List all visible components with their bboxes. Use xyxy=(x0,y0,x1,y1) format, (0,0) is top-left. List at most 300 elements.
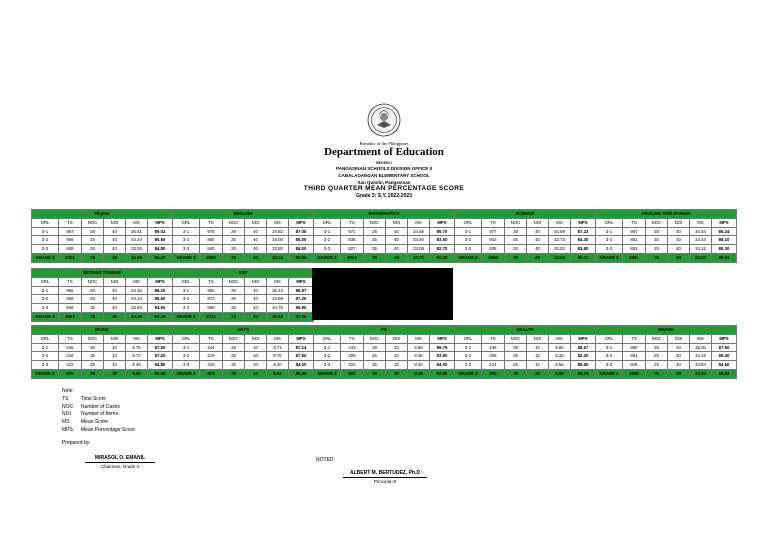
table-cell: GRADE 3 xyxy=(173,312,200,321)
table-cell: 84.30 xyxy=(571,236,596,245)
column-header: TS xyxy=(482,218,505,227)
column-header: TS xyxy=(200,334,223,343)
table-row xyxy=(32,343,173,352)
table-cell: 8.56 xyxy=(549,361,571,370)
table-row xyxy=(455,352,596,361)
column-header: MS xyxy=(267,218,289,227)
approver-position: Principal III xyxy=(373,478,397,484)
table-cell: 25 xyxy=(223,304,245,313)
table-cell: 78 xyxy=(223,312,245,321)
table-cell: 34.46 xyxy=(126,286,148,295)
table-cell: 85.35 xyxy=(289,253,314,262)
table-cell: 10 xyxy=(104,361,126,370)
table-cell: GRADE 3 xyxy=(173,253,200,262)
column-header: MPS xyxy=(712,334,737,343)
table-cell: 673 xyxy=(200,369,223,378)
table-cell: 86.70 xyxy=(430,227,455,236)
table-cell: 28 xyxy=(82,343,104,352)
table-row xyxy=(173,227,314,236)
subject-title: PE xyxy=(314,326,455,335)
column-header: MPS xyxy=(148,334,173,343)
table-cell: 87.05 xyxy=(289,227,314,236)
column-header: MPS xyxy=(571,218,596,227)
table-cell: 85.60 xyxy=(148,295,173,304)
header-row xyxy=(32,218,173,227)
table-cell: 40 xyxy=(245,253,267,262)
column-header: GRL xyxy=(314,218,341,227)
table-cell: 83.20 xyxy=(571,352,596,361)
table-cell: 2658 xyxy=(482,253,505,262)
legend-item: MPS Mean Percentage Score xyxy=(62,426,135,433)
column-header: TS xyxy=(200,218,223,227)
table-row xyxy=(314,227,455,236)
table-cell: 3-2 xyxy=(596,236,623,245)
table-cell: 25 xyxy=(82,245,104,254)
subject-title: MUSIC xyxy=(32,326,173,335)
subject-table-arts xyxy=(172,325,314,379)
table-cell: 3-2 xyxy=(314,352,341,361)
column-header: NOI xyxy=(245,218,267,227)
column-header: NOC xyxy=(82,334,104,343)
table-cell: 40 xyxy=(245,245,267,254)
column-header: GRL xyxy=(455,334,482,343)
table-cell: 83.80 xyxy=(571,245,596,254)
table-cell: 25 xyxy=(82,295,104,304)
table-cell: 85.00 xyxy=(289,236,314,245)
column-header: MS xyxy=(126,277,148,286)
table-cell: 8.71 xyxy=(267,343,289,352)
column-header: TS xyxy=(341,218,364,227)
table-cell: 8.40 xyxy=(408,361,430,370)
table-row xyxy=(32,304,173,313)
table-cell: 40 xyxy=(245,227,267,236)
table-cell: 40 xyxy=(386,236,408,245)
table-cell: 40 xyxy=(527,253,549,262)
table-cell: 853 xyxy=(623,245,646,254)
table-cell: 40 xyxy=(104,227,126,236)
subject-table-araling-panlipunan xyxy=(595,209,737,263)
table-cell: 854 xyxy=(623,352,646,361)
header-row xyxy=(32,334,173,343)
subject-table-pe xyxy=(313,325,455,379)
table-cell: 856 xyxy=(59,295,82,304)
table-cell: GRADE 3 xyxy=(32,369,59,378)
column-header: NOI xyxy=(668,334,690,343)
table-cell: 85.83 xyxy=(712,369,737,378)
column-header: MPS xyxy=(148,218,173,227)
header-row xyxy=(314,218,455,227)
column-header: MPS xyxy=(289,218,314,227)
table-cell: 33.52 xyxy=(549,245,571,254)
subject-title: MATHEMATICS xyxy=(314,210,455,219)
table-cell: 25 xyxy=(223,352,245,361)
table-cell: 86.50 xyxy=(148,369,173,378)
table-cell: 34.68 xyxy=(408,227,430,236)
table-cell: 85.30 xyxy=(712,245,737,254)
table-cell: 40 xyxy=(668,361,690,370)
column-header: MS xyxy=(549,334,571,343)
table-cell: 3-3 xyxy=(455,361,482,370)
column-header: NOI xyxy=(245,334,267,343)
table-cell: 28 xyxy=(364,343,386,352)
table-cell: 8.48 xyxy=(126,361,148,370)
table-cell: 3-2 xyxy=(173,236,200,245)
table-cell: 840 xyxy=(200,245,223,254)
table-cell: 3-3 xyxy=(596,361,623,370)
column-header: MS xyxy=(126,218,148,227)
table-cell: 25 xyxy=(364,236,386,245)
column-header: MS xyxy=(549,218,571,227)
table-cell: 25 xyxy=(82,236,104,245)
table-cell: 245 xyxy=(59,343,82,352)
report-subtitle: Grade 3; S.Y. 2022-2023 xyxy=(356,193,412,199)
table-cell: 33.08 xyxy=(408,245,430,254)
table-cell: 33.72 xyxy=(549,236,571,245)
table-cell: 8.68 xyxy=(408,343,430,352)
table-cell: 971 xyxy=(341,227,364,236)
table-cell: 210 xyxy=(341,361,364,370)
column-header: GRL xyxy=(173,334,200,343)
column-header: TS xyxy=(341,334,364,343)
table-cell: 85.60 xyxy=(148,236,173,245)
column-header: TS xyxy=(623,334,646,343)
table-row xyxy=(314,361,455,370)
table-row xyxy=(32,227,173,236)
table-cell: 248 xyxy=(482,343,505,352)
table-cell: 25 xyxy=(82,304,104,313)
table-row xyxy=(455,343,596,352)
table-cell: 835 xyxy=(341,236,364,245)
table-cell: 662 xyxy=(341,369,364,378)
table-cell: 34.16 xyxy=(690,352,712,361)
column-header: NOI xyxy=(386,334,408,343)
table-cell: 85.91 xyxy=(712,253,737,262)
column-header: NOI xyxy=(386,218,408,227)
table-cell: 3-3 xyxy=(596,245,623,254)
table-cell: 86.90 xyxy=(289,304,314,313)
table-cell: 40 xyxy=(104,312,126,321)
table-cell: 78 xyxy=(505,369,527,378)
table-cell: 843 xyxy=(482,236,505,245)
table-cell: 3-2 xyxy=(32,295,59,304)
column-header: GRL xyxy=(173,218,200,227)
column-header: NOC xyxy=(223,218,245,227)
approver-signature-block xyxy=(343,470,427,484)
table-cell: 40 xyxy=(245,236,267,245)
column-header: NOI xyxy=(527,218,549,227)
table-cell: GRADE 3 xyxy=(173,369,200,378)
table-cell: 25 xyxy=(646,236,668,245)
column-header: NOI xyxy=(104,334,126,343)
header-row xyxy=(596,218,737,227)
table-cell: 82.70 xyxy=(430,245,455,254)
table-cell: 25 xyxy=(646,245,668,254)
noted-label: NOTED: xyxy=(316,457,335,463)
table-cell: 78 xyxy=(82,253,104,262)
table-cell: 244 xyxy=(200,343,223,352)
table-cell: 86.34 xyxy=(712,227,737,236)
column-header: GRL xyxy=(32,334,59,343)
header-row xyxy=(32,277,173,286)
table-cell: 85.79 xyxy=(571,369,596,378)
table-cell: 34.37 xyxy=(690,253,712,262)
table-row xyxy=(173,286,314,295)
subject-table-english xyxy=(172,209,314,263)
table-cell: 28 xyxy=(223,343,245,352)
column-header: GRL xyxy=(596,334,623,343)
table-cell: 3-1 xyxy=(173,286,200,295)
column-header: NOC xyxy=(364,334,386,343)
table-cell: 10 xyxy=(245,352,267,361)
table-cell: 980 xyxy=(623,343,646,352)
region-label: REGION I xyxy=(376,161,392,165)
school-name: CABALAOANGAN ELEMENTARY SCHOOL xyxy=(338,173,430,178)
preparer-position: Chairman, Grade 3 xyxy=(100,463,140,469)
total-row xyxy=(455,369,596,378)
table-cell: 25 xyxy=(223,295,245,304)
table-cell: 33.92 xyxy=(126,245,148,254)
table-cell: 35.02 xyxy=(267,312,289,321)
table-cell: 84.80 xyxy=(148,361,173,370)
table-cell: 2701 xyxy=(59,253,82,262)
table-cell: 88.57 xyxy=(289,286,314,295)
table-cell: 10 xyxy=(104,343,126,352)
column-header: MS xyxy=(408,334,430,343)
table-cell: 992 xyxy=(200,286,223,295)
subject-table-mapeh xyxy=(595,325,737,379)
table-row xyxy=(596,236,737,245)
subject-title: ENGLISH xyxy=(173,210,314,219)
table-cell: 34.16 xyxy=(126,312,148,321)
table-cell: 86.79 xyxy=(430,343,455,352)
subject-table-science xyxy=(454,209,596,263)
table-cell: 78 xyxy=(82,312,104,321)
total-row xyxy=(173,253,314,262)
table-cell: 675 xyxy=(59,369,82,378)
table-row xyxy=(596,245,737,254)
table-row xyxy=(596,227,737,236)
subject-table-music xyxy=(31,325,173,379)
table-cell: 2680 xyxy=(623,369,646,378)
column-header: TS xyxy=(59,277,82,286)
table-cell: 33.60 xyxy=(267,245,289,254)
table-cell: 3-1 xyxy=(32,227,59,236)
subject-title: ESP xyxy=(173,269,314,278)
header-row xyxy=(455,218,596,227)
table-cell: 25 xyxy=(364,245,386,254)
table-cell: 3-3 xyxy=(314,361,341,370)
header-row xyxy=(173,334,314,343)
table-row xyxy=(455,361,596,370)
table-cell: 827 xyxy=(341,245,364,254)
column-header: TS xyxy=(200,277,223,286)
table-cell: GRADE 3 xyxy=(32,312,59,321)
table-cell: 8.86 xyxy=(549,343,571,352)
table-cell: 84.80 xyxy=(148,245,173,254)
table-cell: 25 xyxy=(223,361,245,370)
subject-table-mathematics xyxy=(313,209,455,263)
table-cell: 3-2 xyxy=(455,236,482,245)
table-cell: GRADE 3 xyxy=(32,253,59,262)
table-cell: 210 xyxy=(200,361,223,370)
table-cell: 2733 xyxy=(200,312,223,321)
header-row xyxy=(596,334,737,343)
column-header: MS xyxy=(126,334,148,343)
column-header: GRL xyxy=(314,334,341,343)
table-row xyxy=(173,361,314,370)
table-cell: 3-2 xyxy=(596,352,623,361)
table-cell: 25 xyxy=(223,245,245,254)
table-cell: 10 xyxy=(386,361,408,370)
table-cell: 35.43 xyxy=(267,286,289,295)
table-cell: 40 xyxy=(668,236,690,245)
table-cell: 218 xyxy=(59,352,82,361)
table-cell: 25 xyxy=(505,245,527,254)
table-cell: 10 xyxy=(527,361,549,370)
table-cell: 3-2 xyxy=(173,295,200,304)
table-cell: 84.60 xyxy=(148,304,173,313)
table-row xyxy=(32,286,173,295)
table-cell: 10 xyxy=(527,352,549,361)
column-header: MPS xyxy=(148,277,173,286)
table-cell: 975 xyxy=(200,227,223,236)
department-name: Department of Education xyxy=(324,146,444,158)
table-cell: 28 xyxy=(82,227,104,236)
column-header: MS xyxy=(690,218,712,227)
table-cell: 8.48 xyxy=(408,369,430,378)
column-header: TS xyxy=(59,334,82,343)
table-row xyxy=(455,245,596,254)
table-cell: 10 xyxy=(386,352,408,361)
column-header: NOC xyxy=(82,277,104,286)
approver-name: ALBERT M. BERTUDEZ, Ph.D xyxy=(343,470,427,478)
table-cell: GRADE 3 xyxy=(455,369,482,378)
table-cell: 88.57 xyxy=(571,343,596,352)
column-header: NOI xyxy=(245,277,267,286)
table-cell: 87.50 xyxy=(148,343,173,352)
table-cell: 78 xyxy=(223,369,245,378)
table-cell: GRADE 3 xyxy=(314,253,341,262)
total-row xyxy=(173,369,314,378)
table-cell: 25 xyxy=(505,361,527,370)
table-row xyxy=(314,236,455,245)
table-cell: 957 xyxy=(59,227,82,236)
column-header: TS xyxy=(59,218,82,227)
table-cell: 87.50 xyxy=(712,343,737,352)
table-cell: 34.24 xyxy=(126,295,148,304)
republic-label: Republic of the Philippines xyxy=(359,141,409,146)
table-cell: 219 xyxy=(200,352,223,361)
table-cell: 28 xyxy=(505,227,527,236)
table-cell: 8.72 xyxy=(126,352,148,361)
column-header: MPS xyxy=(289,277,314,286)
total-row xyxy=(32,253,173,262)
table-row xyxy=(32,295,173,304)
table-cell: 34.82 xyxy=(267,227,289,236)
table-cell: 3-1 xyxy=(596,227,623,236)
column-header: NOI xyxy=(668,218,690,227)
table-cell: 40 xyxy=(245,286,267,295)
table-cell: 28 xyxy=(505,343,527,352)
table-cell: 3-1 xyxy=(596,343,623,352)
table-row xyxy=(455,236,596,245)
table-cell: 8.40 xyxy=(267,361,289,370)
table-cell: 40 xyxy=(245,312,267,321)
table-row xyxy=(32,352,173,361)
table-cell: 3-2 xyxy=(32,236,59,245)
table-cell: 3-2 xyxy=(32,352,59,361)
table-row xyxy=(32,236,173,245)
total-row xyxy=(314,369,455,378)
table-row xyxy=(173,343,314,352)
table-cell: 78 xyxy=(82,369,104,378)
table-cell: 87.20 xyxy=(148,352,173,361)
column-header: NOI xyxy=(104,218,126,227)
table-cell: 35.61 xyxy=(126,227,148,236)
table-cell: 3-3 xyxy=(455,245,482,254)
table-cell: 34.04 xyxy=(549,253,571,262)
table-cell: 86.16 xyxy=(148,286,173,295)
table-cell: 40 xyxy=(668,245,690,254)
table-cell: 34.54 xyxy=(690,227,712,236)
table-cell: 40 xyxy=(668,227,690,236)
table-cell: 8.36 xyxy=(408,352,430,361)
preparer-name: MIRASOL O. EMANIL xyxy=(85,455,155,463)
table-cell: 2633 xyxy=(341,253,364,262)
total-row xyxy=(173,312,314,321)
table-cell: 838 xyxy=(482,245,505,254)
table-cell: 8.62 xyxy=(267,369,289,378)
header-row xyxy=(314,334,455,343)
table-cell: 212 xyxy=(59,361,82,370)
subject-table-health xyxy=(454,325,596,379)
table-cell: 34.59 xyxy=(126,253,148,262)
table-cell: 28 xyxy=(223,286,245,295)
column-header: MPS xyxy=(712,218,737,227)
table-cell: 10 xyxy=(245,369,267,378)
subject-title: MAPEH xyxy=(596,326,737,335)
table-cell: 10 xyxy=(386,343,408,352)
table-cell: 40 xyxy=(104,253,126,262)
table-cell: 214 xyxy=(482,361,505,370)
table-cell: 25 xyxy=(505,352,527,361)
table-cell: 40 xyxy=(668,369,690,378)
total-row xyxy=(314,253,455,262)
table-cell: 25 xyxy=(364,361,386,370)
table-cell: 86.10 xyxy=(712,236,737,245)
table-cell: GRADE 3 xyxy=(596,253,623,262)
table-cell: 977 xyxy=(482,227,505,236)
table-cell: 40 xyxy=(527,236,549,245)
table-cell: 3-3 xyxy=(314,245,341,254)
table-cell: 87.56 xyxy=(289,312,314,321)
column-header: NOC xyxy=(82,218,104,227)
report-title: THIRD QUARTER MEAN PERCENTAGE SCORE xyxy=(303,185,465,192)
table-row xyxy=(173,245,314,254)
table-cell: 78 xyxy=(364,369,386,378)
table-cell: 28 xyxy=(364,227,386,236)
table-cell: 850 xyxy=(200,236,223,245)
table-cell: 25 xyxy=(82,361,104,370)
table-cell: 967 xyxy=(623,227,646,236)
table-cell: 87.20 xyxy=(289,295,314,304)
table-cell: 3-3 xyxy=(173,245,200,254)
total-row xyxy=(32,312,173,321)
column-header: MS xyxy=(690,334,712,343)
table-cell: 8.32 xyxy=(549,352,571,361)
table-cell: 40 xyxy=(104,304,126,313)
column-header: NOC xyxy=(364,218,386,227)
